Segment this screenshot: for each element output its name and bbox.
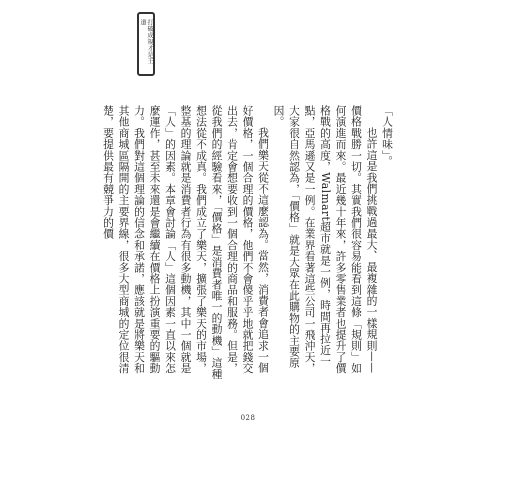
paragraph-1: 「人情味」。: [381, 105, 394, 167]
running-head-title: 打破成規才是王道: [139, 19, 153, 65]
body-text: [102, 105, 395, 380]
page-number: 028: [240, 414, 256, 422]
paragraph-2: 也許這是我們挑戰過最大、最複雜的一樣規則——價格戰勝一切。其實我們很容易能看到這條「規則」如何演進而來。最近幾十年來，許多零售業者也提升了價格戰的高度，Walmart超市就是一例，時間再拉近一點，亞馬遜又是一例。在業界看著這些公司一飛沖天，大家很自然認為，「價格」就是大眾在此購物的主要原因。: [272, 105, 379, 374]
running-head-box: [137, 12, 155, 76]
paragraph-3: 我們樂天從不這麼認為。當然，消費者會追求一個好價格，一個合理的價格，他們不會傻乎乎地就把錢交出去，肯定會想要收到一個合理的商品和服務。但是，從我們的經驗看來，「價格」是消費者唯一的動機」這種想法從不成真。我們成立了樂天，擴張了樂天的市場，整基的理論就是消費者行為有很多動機，其中一個就是「人」的因素。本章會討論「人」這個因素一直以來怎麼運作，甚至未來還是會繼續在價格上扮演重要的驅動力。我們對這個理論的信念和承諾，應該就是將樂天和其他商城區隔開的主要界線，很多大型商城的定位很清楚，要提供最有競爭力的價: [102, 105, 270, 380]
